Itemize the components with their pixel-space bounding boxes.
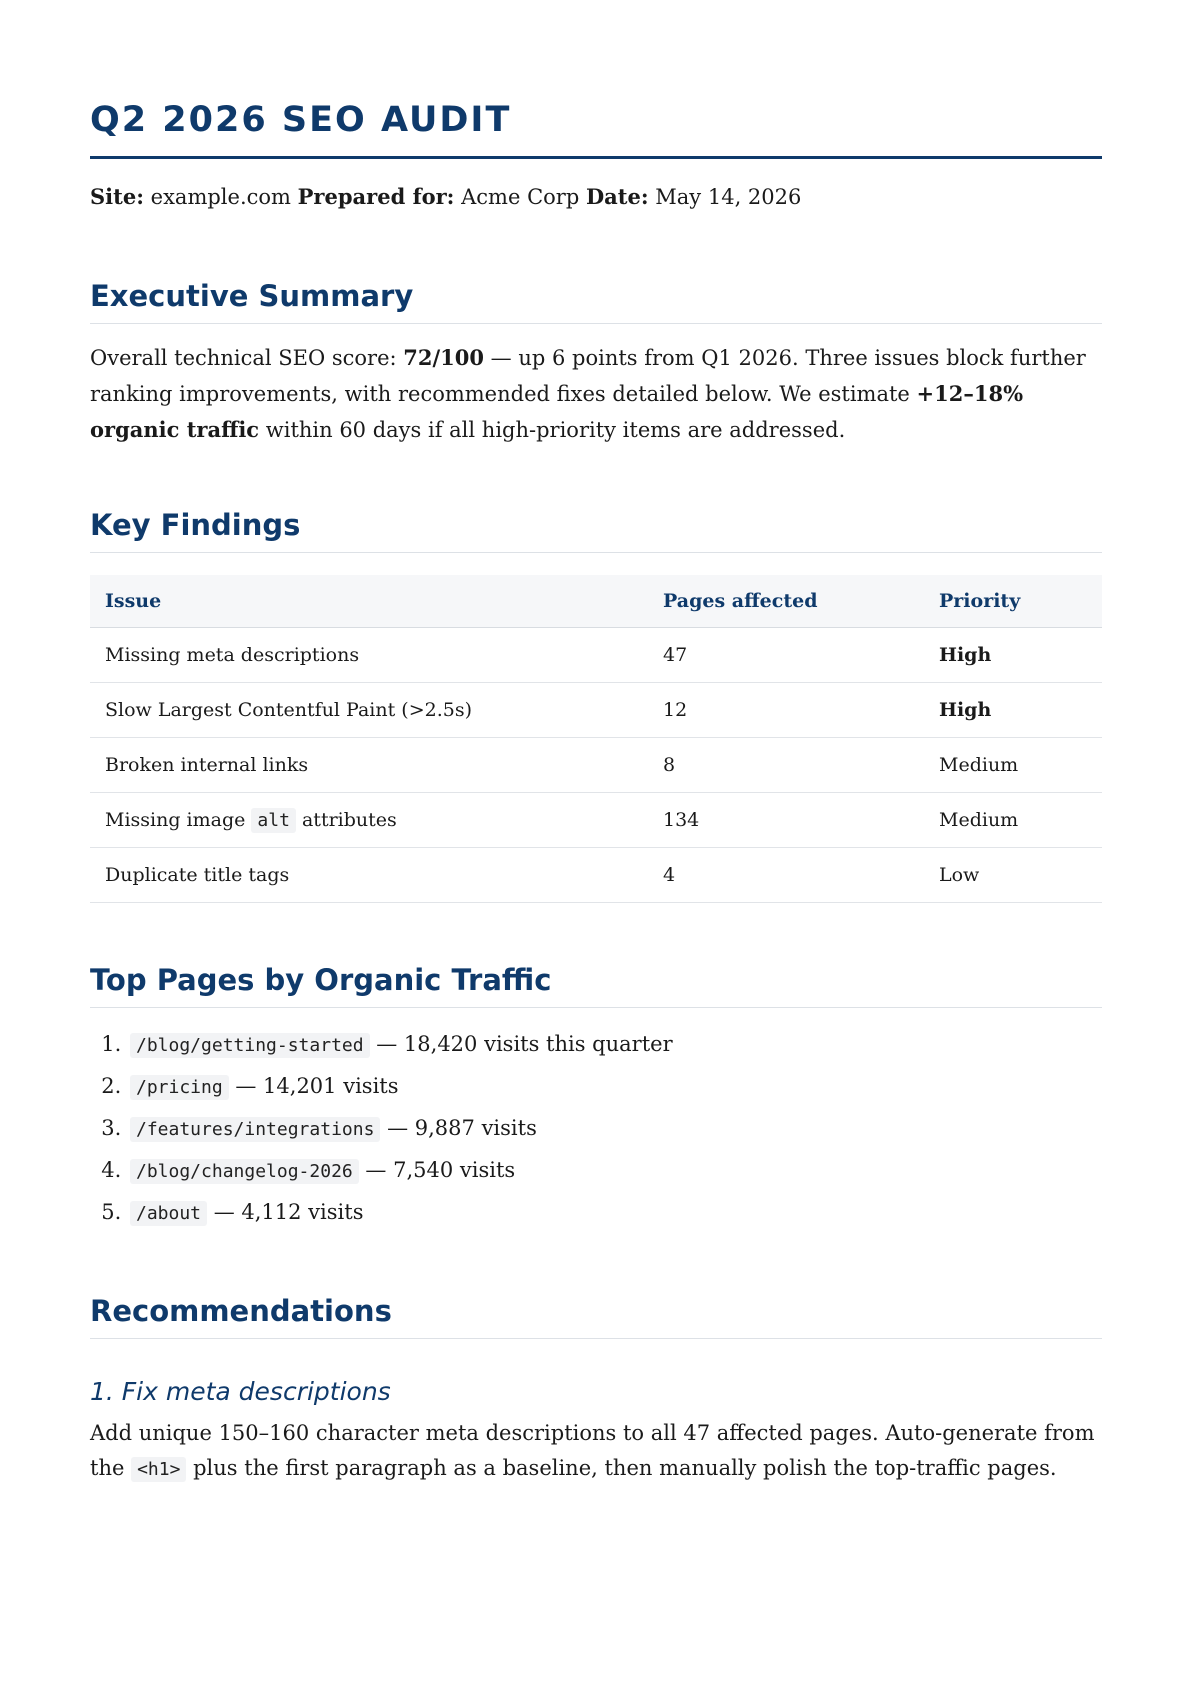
issue-cell: Broken internal links — [90, 738, 648, 793]
priority-cell: Low — [924, 848, 1102, 903]
findings-table — [90, 575, 1102, 903]
pages-cell: 4 — [648, 848, 924, 903]
column-header-pages: Pages affected — [648, 575, 924, 628]
list-item — [128, 1024, 1102, 1066]
site-label: Site: — [90, 184, 144, 209]
list-item — [128, 1192, 1102, 1234]
site-value: example.com — [150, 185, 291, 209]
issue-cell: Slow Largest Contentful Paint (>2.5s) — [90, 683, 648, 738]
list-item — [128, 1108, 1102, 1150]
inline-code: alt — [251, 808, 296, 833]
column-header-priority: Priority — [924, 575, 1102, 628]
section-heading: Recommendations — [90, 1294, 1102, 1339]
top-pages-section — [90, 963, 1102, 1234]
visits-text: — 14,201 visits — [228, 1074, 399, 1098]
section-heading: Key Findings — [90, 508, 1102, 553]
date-value: May 14, 2026 — [655, 185, 802, 209]
issue-cell: Missing meta descriptions — [90, 628, 648, 683]
column-header-issue: Issue — [90, 575, 648, 628]
recommendation-paragraph — [90, 1416, 1102, 1487]
recommendation-text: plus the first paragraph as a baseline, then manually polish the top-traffic pages. — [186, 1456, 1057, 1480]
table-row — [90, 738, 1102, 793]
prepared-label: Prepared for: — [297, 184, 455, 209]
issue-text: attributes — [295, 809, 397, 831]
priority-cell: Medium — [924, 738, 1102, 793]
pages-cell: 8 — [648, 738, 924, 793]
pages-cell: 134 — [648, 793, 924, 848]
visits-text: — 9,887 visits — [380, 1116, 537, 1140]
page-path: /about — [130, 1201, 207, 1226]
section-heading: Executive Summary — [90, 279, 1102, 324]
priority-high: High — [939, 644, 992, 666]
visits-text: — 7,540 visits — [358, 1158, 516, 1182]
priority-cell — [924, 628, 1102, 683]
executive-summary-section — [90, 279, 1102, 448]
recommendation-text: Add unique 150–160 character meta descriptions to all 47 affected pages. Auto-generate from the — [90, 1421, 1095, 1480]
score-value: 72/100 — [403, 345, 484, 370]
priority-cell — [924, 683, 1102, 738]
page-path: /blog/changelog-2026 — [130, 1159, 359, 1184]
table-row — [90, 848, 1102, 903]
page-path: /features/integrations — [130, 1117, 380, 1142]
table-header-row — [90, 575, 1102, 628]
issue-cell: Duplicate title tags — [90, 848, 648, 903]
visits-text: — 4,112 visits — [207, 1200, 364, 1224]
visits-text: — 18,420 visits this quarter — [369, 1032, 673, 1056]
date-label: Date: — [585, 184, 649, 209]
summary-text: — up 6 points from Q1 2026. Three issues block further ranking improvements, with recommended fixes detailed below. We estimate — [90, 346, 1086, 406]
list-item — [128, 1066, 1102, 1108]
top-pages-list — [90, 1024, 1102, 1234]
table-row — [90, 793, 1102, 848]
page-path: /blog/getting-started — [130, 1033, 370, 1058]
prepared-value: Acme Corp — [461, 185, 580, 209]
summary-text: Overall technical SEO score: — [90, 346, 404, 370]
table-row — [90, 628, 1102, 683]
table-row — [90, 683, 1102, 738]
report-meta — [90, 181, 1102, 213]
summary-text: within 60 days if all high-priority items are addressed. — [259, 418, 846, 442]
pages-cell: 12 — [648, 683, 924, 738]
priority-cell: Medium — [924, 793, 1102, 848]
list-item — [128, 1150, 1102, 1192]
issue-text: Missing image — [105, 809, 252, 831]
page-title: Q2 2026 SEO AUDIT — [90, 100, 1102, 159]
recommendations-section — [90, 1294, 1102, 1487]
key-findings-section — [90, 508, 1102, 903]
issue-cell — [90, 793, 648, 848]
traffic-estimate: +12–18% organic traffic — [90, 381, 1024, 442]
section-heading: Top Pages by Organic Traffic — [90, 963, 1102, 1008]
priority-high: High — [939, 699, 992, 721]
pages-cell: 47 — [648, 628, 924, 683]
recommendation-title: 1. Fix meta descriptions — [90, 1377, 391, 1406]
page-path: /pricing — [130, 1075, 229, 1100]
summary-paragraph — [90, 340, 1102, 448]
inline-code: <h1> — [131, 1457, 186, 1482]
